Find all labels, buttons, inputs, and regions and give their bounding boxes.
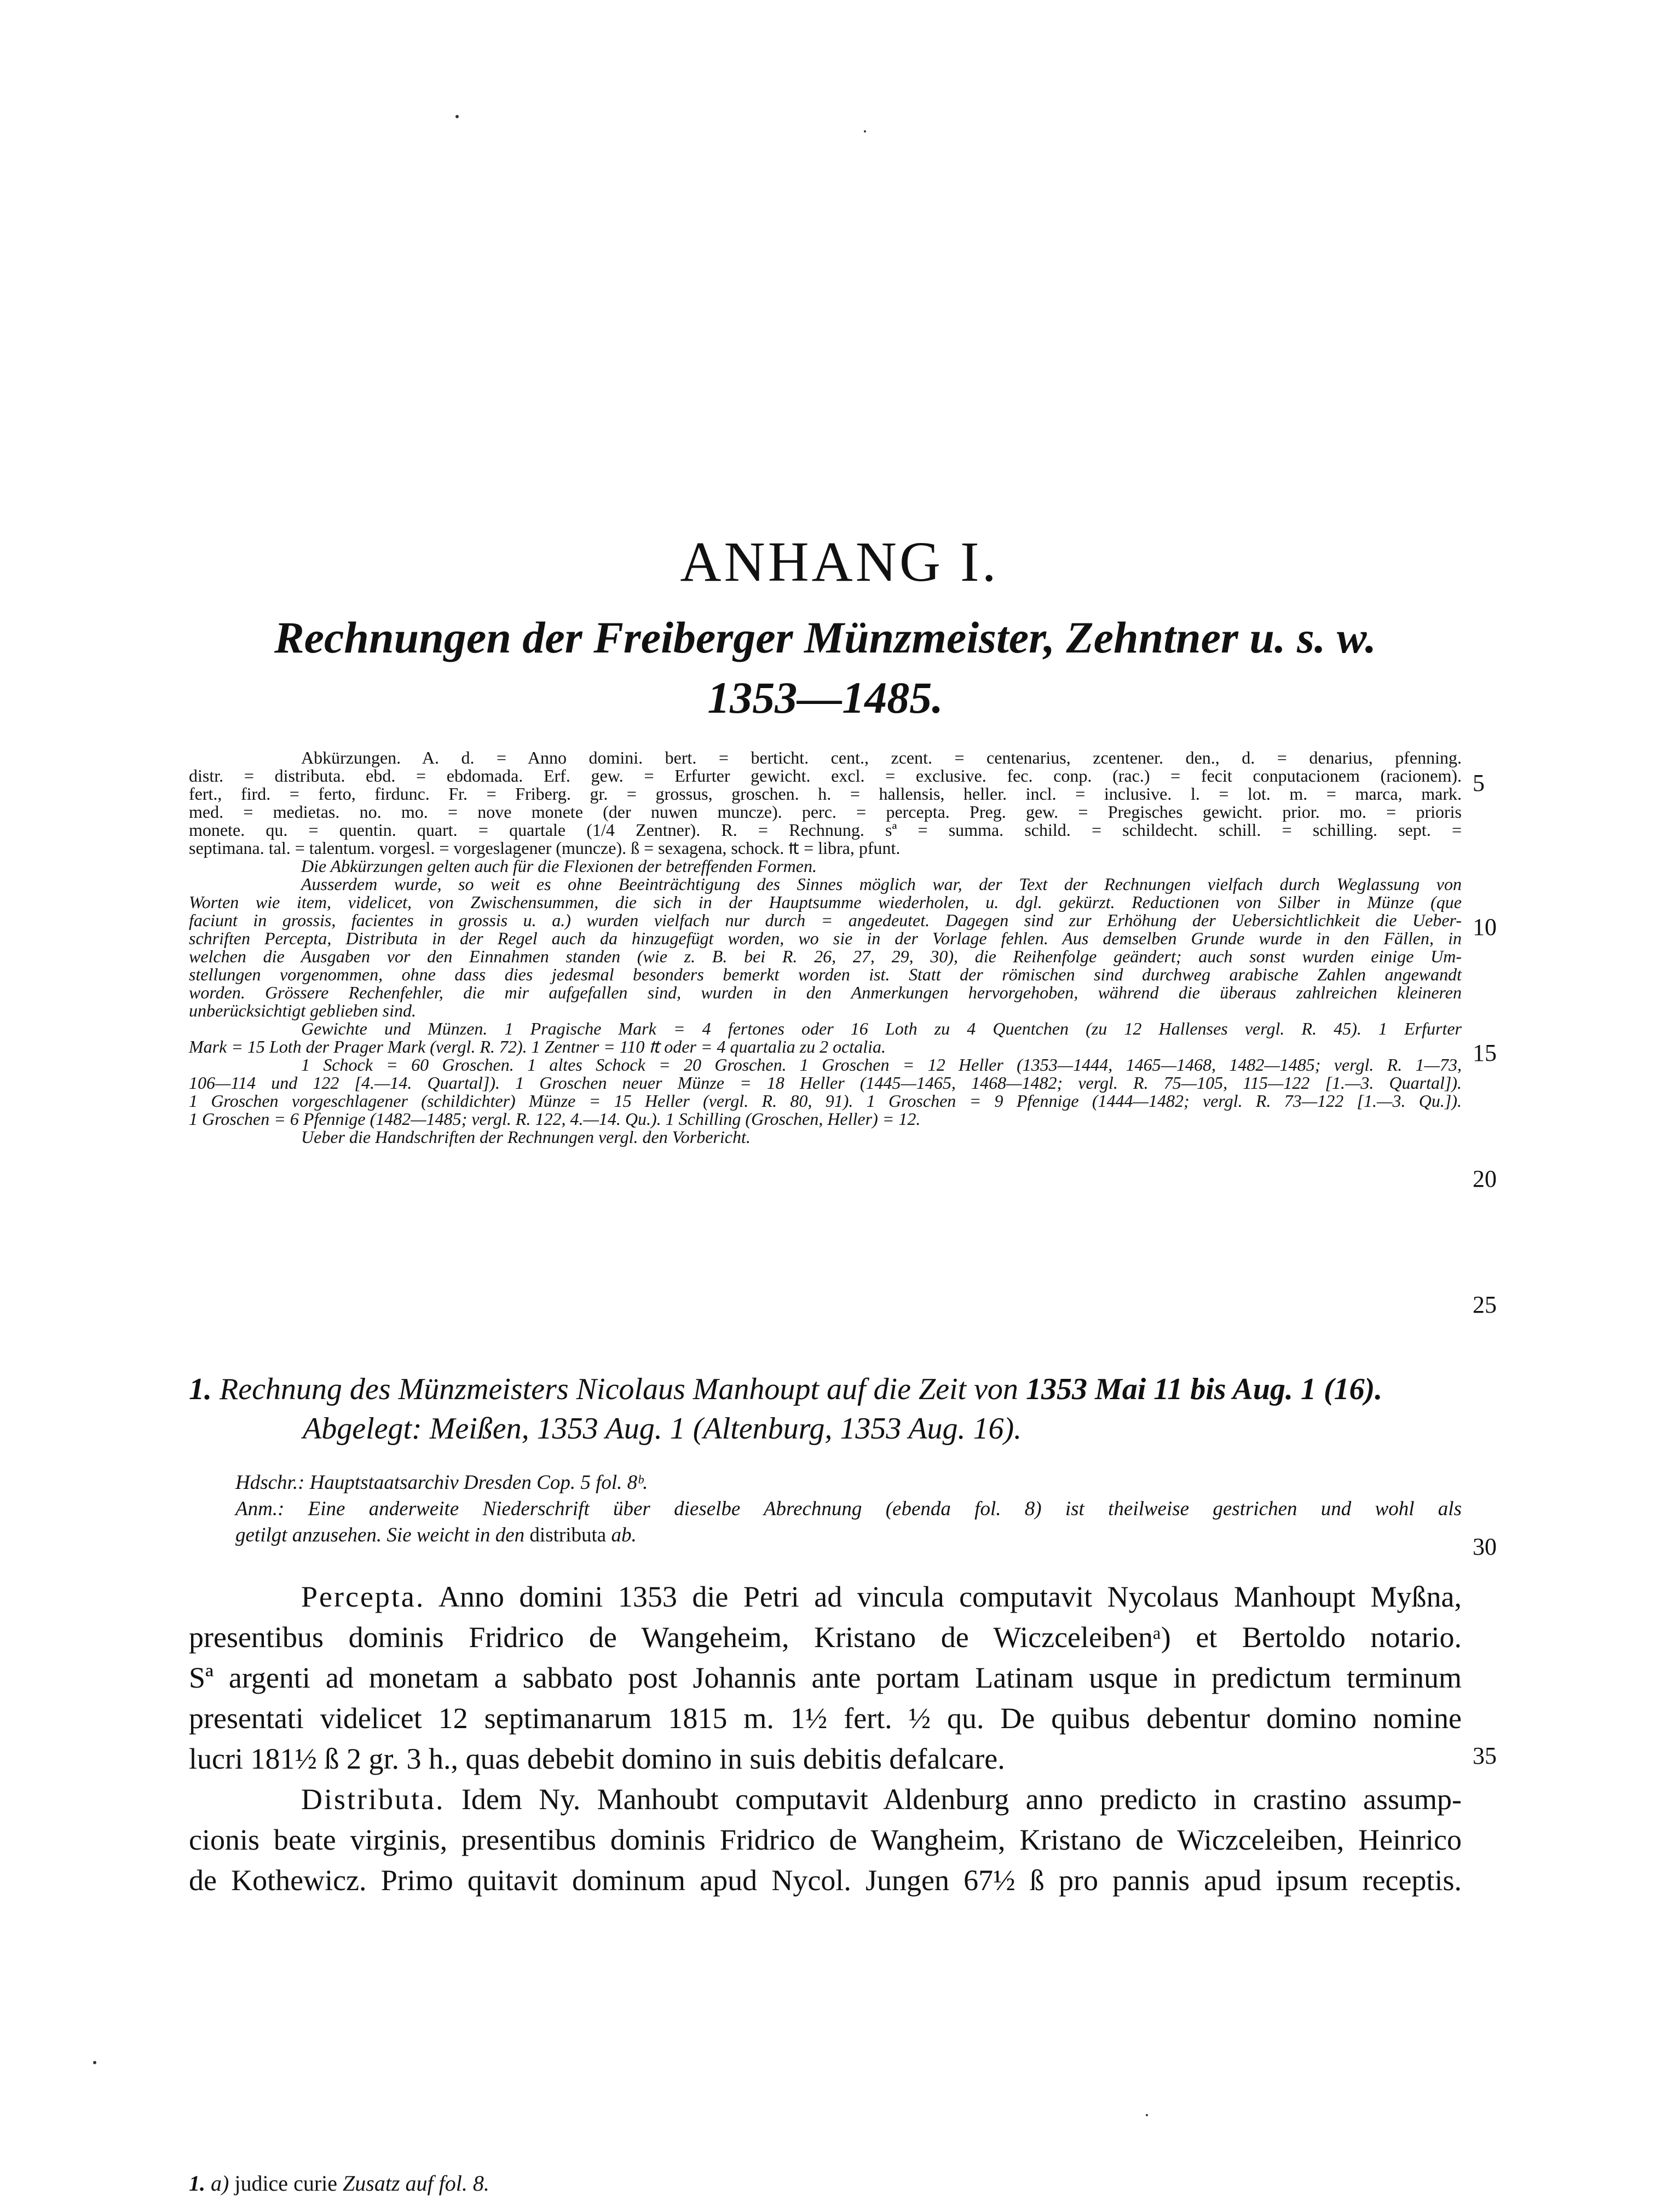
flexion-note: Die Abkürzungen gelten auch für die Flexionen der betreffenden Formen. bbox=[301, 856, 817, 876]
schock-line: 1 Schock = 60 Groschen. 1 altes Schock = 20 Groschen. 1 Groschen = 12 Heller (1353—1444, 1465—1468, 1482—1485; vergl. R. 1—73, bbox=[301, 1055, 1462, 1075]
percepta-line: lucri 181½ ß 2 gr. 3 h., quas debebit domino in suis debitis defalcare. bbox=[189, 1742, 1005, 1775]
subtitle-line-1: Rechnungen der Freiberger Münzmeister, Zehntner u. s. w. bbox=[274, 613, 1377, 662]
percepta-line: presentibus dominis Fridrico de Wangeheim, Kristano de Wiczceleibenᵃ) et Bertoldo notario. bbox=[189, 1621, 1462, 1654]
percepta-text: Anno domini 1353 die Petri ad vincula computavit Nycolaus Manhoupt Myßna, bbox=[438, 1580, 1462, 1613]
line-number: 25 bbox=[1473, 1291, 1497, 1318]
percepta-label: Percepta. bbox=[301, 1580, 425, 1613]
anm-text-end: ab. bbox=[611, 1524, 637, 1546]
abbrev-line: monete. qu. = quentin. quart. = quartale (1/4 Zentner). R. = Rechnung. sª = summa. schild. = schildecht. schill. = schilling. sept. = bbox=[189, 820, 1462, 840]
anm-note: Anm.: Eine anderweite Niederschrift über dieselbe Abrechnung (ebenda fol. 8) ist theilweise gestrichen und wohl als bbox=[235, 1498, 1462, 1520]
percepta-line: presentati videlicet 12 septimanarum 1815 m. 1½ fert. ½ qu. De quibus debentur domino nomine bbox=[189, 1702, 1462, 1735]
distributa-label: Distributa. bbox=[301, 1783, 445, 1816]
entry-title-line-2: Abgelegt: Meißen, 1353 Aug. 1 (Altenburg, 1353 Aug. 16). bbox=[303, 1412, 1022, 1446]
line-number: 35 bbox=[1473, 1742, 1497, 1769]
ausserdem-line: Worten wie item, videlicet, von Zwischensummen, die sich in der Hauptsumme wiederholen, u. dgl. gekürzt. Reductionen von Silber in Münze (que bbox=[189, 892, 1462, 912]
abbrev-line: med. = medietas. no. mo. = nove monete (der nuwen muncze). perc. = percepta. Preg. gew. = Pregisches gewicht. prior. mo. = prioris bbox=[189, 802, 1462, 822]
ausserdem-line: faciunt in grossis, facientes in grossis u. a.) wurden vielfach nur durch = angedeutet. Dagegen sind zur Erhöhung der Uebersichtlichkeit die Ueber- bbox=[189, 910, 1462, 930]
line-number: 15 bbox=[1473, 1039, 1497, 1066]
appendix-heading: ANHANG I. bbox=[680, 530, 999, 593]
entry-1-notes bbox=[235, 1470, 1462, 1549]
line-number: 5 bbox=[1473, 770, 1485, 796]
footnote-number: 1. bbox=[189, 2171, 205, 2196]
percepta-line: Sª argenti ad monetam a sabbato post Johannis ante portam Latinam usque in predictum terminum bbox=[189, 1661, 1462, 1694]
line-number: 20 bbox=[1473, 1165, 1497, 1192]
abbreviations-section bbox=[189, 749, 1462, 1146]
hdschr-note: Hdschr.: Hauptstaatsarchiv Dresden Cop. 5 fol. 8ᵇ. bbox=[235, 1471, 648, 1494]
entry-1-body bbox=[189, 1576, 1462, 1901]
line-number: 30 bbox=[1473, 1533, 1497, 1560]
ausserdem-line: worden. Grössere Rechenfehler, die mir aufgefallen sind, wurden in den Anmerkungen hervorgehoben, während die überaus zahlreichen kleineren bbox=[189, 983, 1462, 1002]
footnote bbox=[189, 2170, 1462, 2197]
distributa-line: cionis beate virginis, presentibus dominis Fridrico de Wangheim, Kristano de Wiczceleiben, Heinrico bbox=[189, 1823, 1462, 1856]
appendix-subtitle bbox=[189, 608, 1462, 728]
print-speck bbox=[864, 130, 866, 132]
distributa-text: Idem Ny. Manhoubt computavit Aldenburg anno predicto in crastino assump- bbox=[461, 1783, 1462, 1816]
distributa-line: de Kothewicz. Primo quitavit dominum apud Nycol. Jungen 67½ ß pro pannis apud ipsum receptis. bbox=[189, 1864, 1462, 1897]
schock-line: 1 Groschen vorgeschlagener (schildichter) Münze = 15 Heller (vergl. R. 80, 91). 1 Groschen = 9 Pfennige (1444—1482; vergl. R. 73—122 [1.—3. Qu.]). bbox=[189, 1091, 1462, 1111]
ausserdem-line: stellungen vorgenommen, ohne dass dies jedesmal besonders bemerkt worden ist. Statt der römischen sind durchweg arabische Zahlen angewandt bbox=[189, 964, 1462, 984]
print-speck bbox=[455, 115, 459, 118]
schock-line: 1 Groschen = 6 Pfennige (1482—1485; vergl. R. 122, 4.—14. Qu.). 1 Schilling (Groschen, Heller) = 12. bbox=[189, 1109, 921, 1129]
abbrev-line: septimana. tal. = talentum. vorgesl. = vorgeslagener (muncze). ß = sexagena, schock. ₶ = libra, pfunt. bbox=[189, 838, 901, 858]
schock-line: 106—114 und 122 [4.—14. Quartal]). 1 Groschen neuer Münze = 18 Heller (1445—1465, 1468—1482; vergl. R. 75—105, 115—122 [1.—3. Quartal]). bbox=[189, 1073, 1462, 1093]
footnote-text: judice curie bbox=[234, 2171, 338, 2196]
entry-1-heading bbox=[189, 1370, 1462, 1448]
abbrev-line: fert., fird. = ferto, firdunc. Fr. = Friberg. gr. = grossus, groschen. h. = hallensis, heller. incl. = inclusive. l. = lot. m. = marca, mark. bbox=[189, 784, 1462, 804]
anm-roman-word: distributa bbox=[529, 1524, 607, 1546]
entry-title-a: Rechnung des Münzmeisters Nicolaus Manhoupt auf die Zeit von bbox=[220, 1372, 1018, 1406]
ausserdem-line: Ausserdem wurde, so weit es ohne Beeinträchtigung des Sinnes möglich war, der Text der Rechnungen vielfach durch Weglassung von bbox=[301, 874, 1462, 894]
percepta-line bbox=[189, 1576, 1462, 1617]
abbrev-line: distr. = distributa. ebd. = ebdomada. Erf. gew. = Erfurter gewicht. excl. = exclusive. fec. conp. (rac.) = fecit conputacionem (racionem). bbox=[189, 766, 1462, 786]
ueber-note: Ueber die Handschriften der Rechnungen vergl. den Vorbericht. bbox=[301, 1127, 751, 1147]
anm-text: getilgt anzusehen. Sie weicht in den bbox=[235, 1524, 525, 1546]
gewichte-line: Gewichte und Münzen. 1 Pragische Mark = 4 fertones oder 16 Loth zu 4 Quentchen (zu 12 Hallenses vergl. R. 45). 1 Erfurter bbox=[301, 1019, 1462, 1038]
print-speck bbox=[93, 2061, 96, 2064]
gewichte-line: Mark = 15 Loth der Prager Mark (vergl. R. 72). 1 Zentner = 110 ₶ oder = 4 quartalia zu 2 octalia. bbox=[189, 1037, 886, 1056]
print-speck bbox=[1146, 2114, 1148, 2116]
subtitle-line-2: 1353—1485. bbox=[707, 673, 943, 723]
abbrev-line: Abkürzungen. A. d. = Anno domini. bert. = berticht. cent., zcent. = centenarius, zcentener. den., d. = denarius, pfenning. bbox=[301, 748, 1462, 767]
ausserdem-line: schriften Percepta, Distributa in der Regel auch da hinzugefügt worden, wo sie in der Vorlage fehlen. Aus demselben Grunde wurde in den Fällen, in bbox=[189, 928, 1462, 948]
footnote-source: Zusatz auf fol. 8. bbox=[343, 2171, 489, 2196]
line-number: 10 bbox=[1473, 914, 1497, 940]
footnote-letter: a) bbox=[211, 2171, 229, 2196]
entry-number: 1. bbox=[189, 1372, 212, 1406]
ausserdem-line: unberücksichtigt geblieben sind. bbox=[189, 1001, 417, 1020]
entry-title-b: 1353 Mai 11 bis Aug. 1 (16). bbox=[1025, 1372, 1383, 1406]
distributa-line bbox=[189, 1779, 1462, 1820]
anm-note-cont bbox=[235, 1522, 1462, 1549]
ausserdem-line: welchen die Ausgaben vor den Einnahmen standen (wie z. B. bei R. 26, 27, 29, 30), die Reihenfolge geändert; auch sonst wurden einige Um- bbox=[189, 946, 1462, 966]
